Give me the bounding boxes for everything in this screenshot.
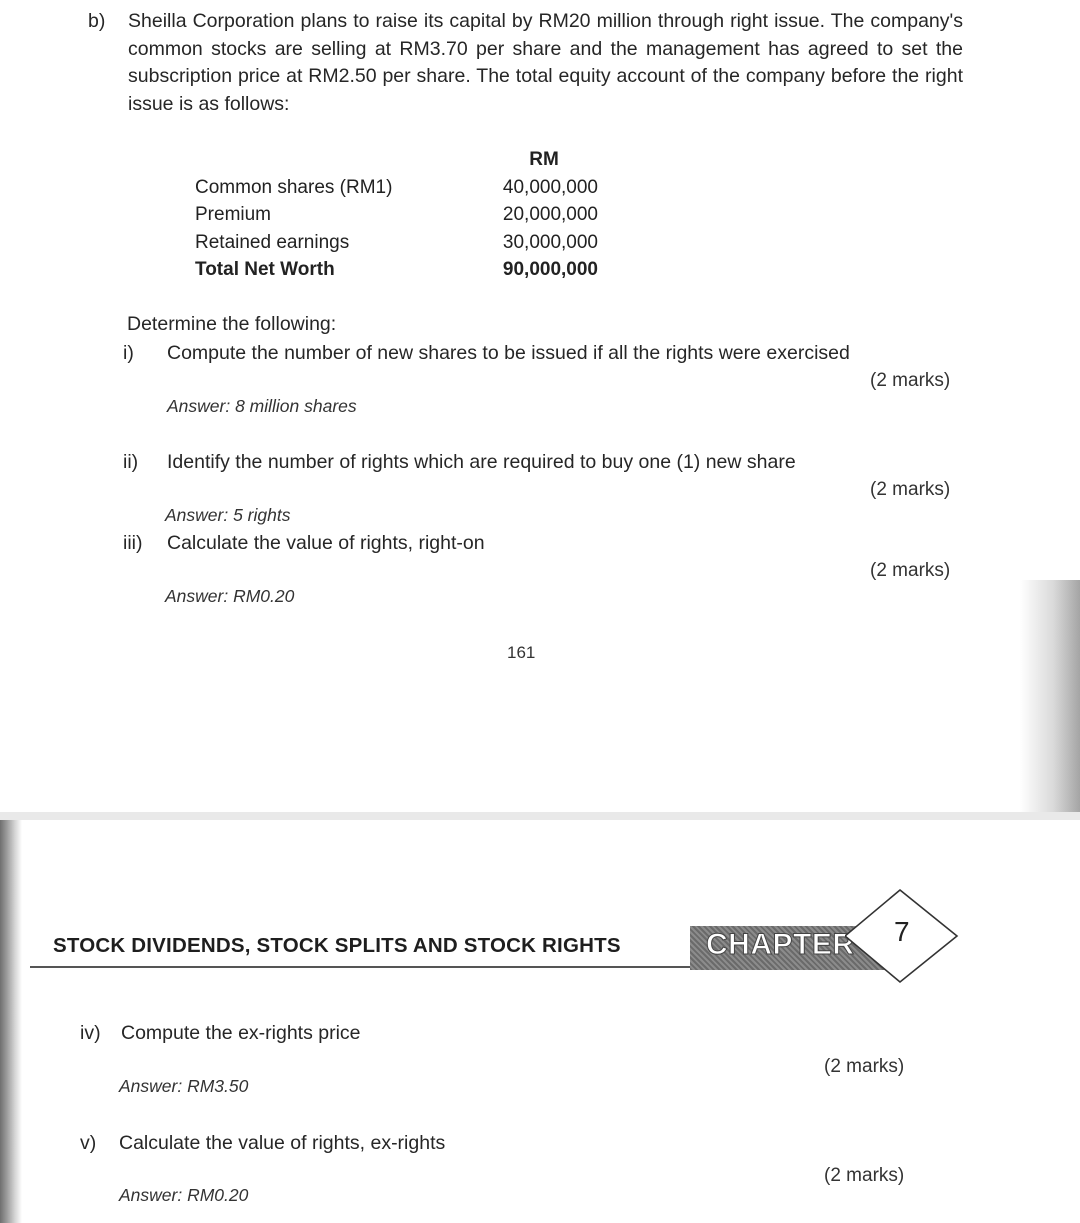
answer-text: Answer: RM0.20 <box>165 586 295 606</box>
equity-table <box>195 146 615 284</box>
currency-header: RM <box>529 149 559 170</box>
question-number: ii) <box>123 451 139 473</box>
row-value: 90,000,000 <box>502 259 598 280</box>
marks-label: (2 marks) <box>824 1165 905 1186</box>
row-label: Retained earnings <box>195 231 350 253</box>
page-separator <box>0 812 1080 820</box>
question-number: iii) <box>123 532 143 554</box>
page-edge-shadow <box>1020 580 1080 812</box>
answer-text: Answer: RM3.50 <box>119 1076 249 1096</box>
row-label: Premium <box>195 204 272 225</box>
question-text: Compute the ex-rights price <box>121 1022 361 1044</box>
chapter-header-title: STOCK DIVIDENDS, STOCK SPLITS AND STOCK RIGHTS <box>53 934 621 957</box>
question-text: Calculate the value of rights, right-on <box>167 532 485 554</box>
chapter-number: 7 <box>894 916 910 947</box>
question-number: i) <box>123 342 134 364</box>
row-label: Common shares (RM1) <box>195 176 393 198</box>
marks-label: (2 marks) <box>870 560 951 581</box>
answer-text: Answer: 5 rights <box>165 505 291 525</box>
marks-label: (2 marks) <box>870 479 951 500</box>
header-rule <box>30 966 690 968</box>
part-label: b) <box>88 10 106 32</box>
question-number: v) <box>80 1132 97 1154</box>
page-number: 161 <box>507 643 536 662</box>
table-row <box>195 229 615 257</box>
table-row <box>195 174 615 202</box>
question-text: Compute the number of new shares to be issued if all the rights were exercised <box>167 342 850 364</box>
question-intro: Sheilla Corporation plans to raise its capital by RM20 million through right issue. The company's common stocks are selling at RM3.70 per share and the management has agreed to set the subscription price at RM2.50 per share. The total equity account of the company before the right issue is as follows: <box>128 10 963 115</box>
page-binding-edge <box>0 820 22 1223</box>
marks-label: (2 marks) <box>824 1056 905 1077</box>
determine-heading: Determine the following: <box>127 313 337 335</box>
question-number: iv) <box>80 1022 101 1044</box>
question-text: Calculate the value of rights, ex-rights <box>119 1132 446 1154</box>
marks-label: (2 marks) <box>870 370 951 391</box>
row-value: 20,000,000 <box>502 204 598 225</box>
chapter-label: CHAPTER <box>706 928 855 961</box>
row-value: 40,000,000 <box>502 176 598 198</box>
answer-text: Answer: RM0.20 <box>119 1185 249 1205</box>
table-header-row <box>195 146 615 174</box>
row-label: Total Net Worth <box>195 259 335 280</box>
row-value: 30,000,000 <box>502 231 598 253</box>
table-row <box>195 201 615 229</box>
question-text: Identify the number of rights which are required to buy one (1) new share <box>167 451 796 473</box>
answer-text: Answer: 8 million shares <box>167 396 357 416</box>
table-total-row <box>195 256 615 284</box>
